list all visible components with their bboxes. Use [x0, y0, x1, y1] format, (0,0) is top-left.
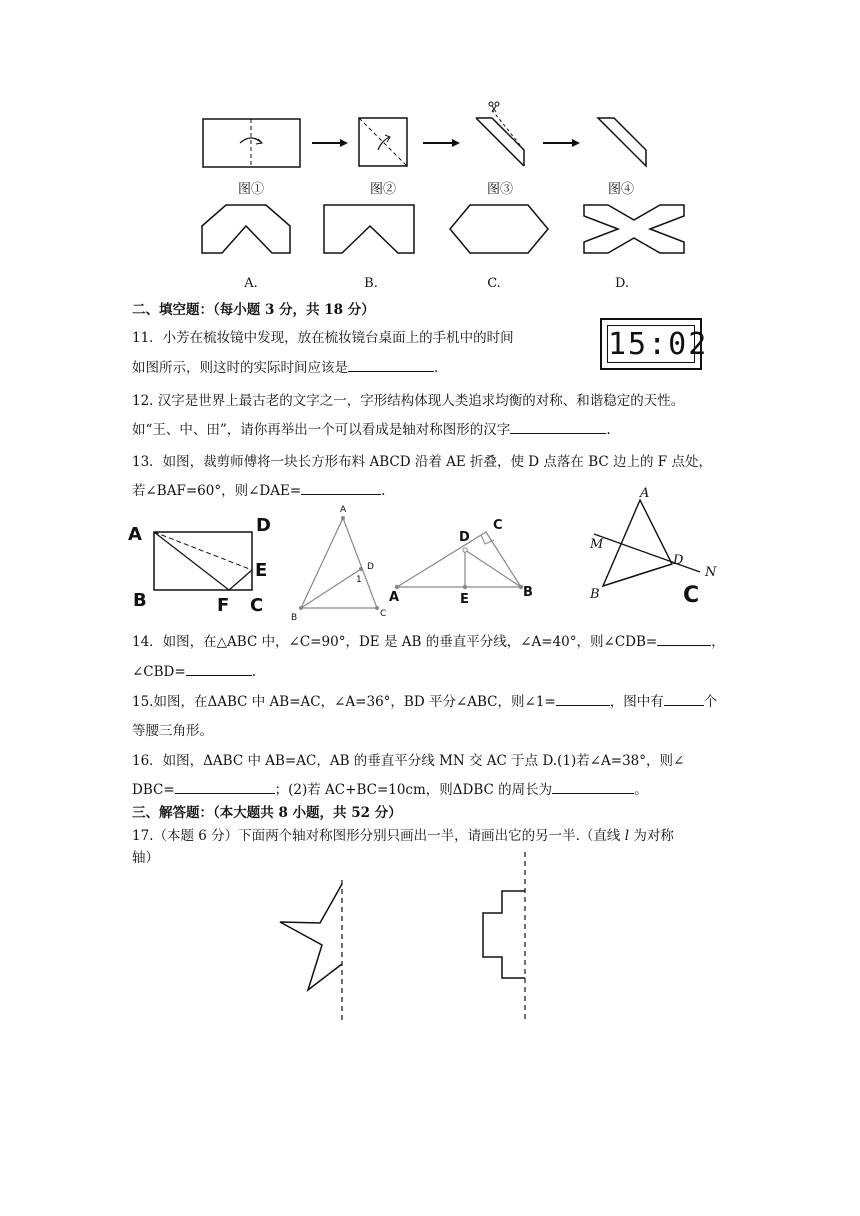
- clock-display: 15:02: [608, 327, 709, 362]
- section3-heading: 三、解答题：（本大题共 8 小题，共 52 分）: [132, 805, 402, 821]
- option-a-label: A.: [244, 276, 258, 291]
- q11-text: 如图所示，则这时的实际时间应该是: [132, 360, 348, 376]
- q13-line1: 13．如图，裁剪师傅将一块长方形布料 ABCD 沿着 AE 折叠，使 D 点落在 BC 边上的 F 点处，: [132, 454, 712, 470]
- q16-line1: 16．如图，ΔABC 中 AB=AC，AB 的垂直平分线 MN 交 AC 于点 D.(1)若∠A=38°，则∠: [132, 753, 685, 769]
- q17-text2: 为对称: [629, 828, 674, 844]
- q13-end: .: [381, 483, 386, 499]
- q11-end: ．: [434, 360, 448, 376]
- fig16-label-a: A: [640, 486, 650, 501]
- q12-end: .: [606, 422, 611, 438]
- fig14-label-a: A: [389, 590, 400, 605]
- q14-text1: 14．如图，在△ABC 中，∠C=90°，DE 是 AB 的垂直平分线，∠A=40°，则∠CDB=: [132, 634, 658, 650]
- caption-fig-3: 图③: [486, 182, 513, 197]
- fig14-label-c: C: [493, 518, 503, 533]
- option-d-label: D.: [614, 276, 630, 291]
- q13-text: 若∠BAF=60°，则∠DAE=: [132, 483, 302, 499]
- option-c-label: C.: [487, 276, 501, 291]
- fig14-label-b: B: [523, 585, 533, 600]
- fig16-label-m: M: [590, 537, 604, 552]
- axis-letter: l: [624, 828, 630, 844]
- fig16-label-c: C: [683, 583, 700, 608]
- fig14-label-d: D: [459, 530, 470, 545]
- q16-text1: DBC=: [132, 782, 175, 798]
- fig15-label-d: D: [367, 562, 374, 572]
- fig13-label-f: F: [217, 595, 230, 616]
- q15-text1: 15.如图，在ΔABC 中 AB=AC，∠A=36°，BD 平分∠ABC，则∠1=: [132, 694, 556, 710]
- caption-fig-4: 图④: [607, 182, 634, 197]
- q12-line1: 12. 汉字是世界上最古老的文字之一，字形结构体现人类追求均衡的对称、和谐稳定的天性。: [132, 393, 685, 409]
- caption-fig-2: 图②: [369, 182, 396, 197]
- fig15-label-b: B: [291, 613, 298, 623]
- q11-line1: 11．小芳在梳妆镜中发现，放在梳妆镜台桌面上的手机中的时间: [132, 330, 514, 346]
- q14-end1: ，: [711, 634, 725, 650]
- fig15-label-c: C: [380, 609, 387, 619]
- fig13-label-d: D: [256, 515, 271, 536]
- fig13-label-e: E: [255, 560, 268, 581]
- fig16-label-n: N: [705, 565, 717, 580]
- fig15-label-1: 1: [356, 575, 362, 585]
- fig15-label-a: A: [340, 505, 347, 515]
- caption-fig-1: 图①: [237, 182, 264, 197]
- q16-end: 。: [634, 782, 648, 798]
- option-b-label: B.: [364, 276, 378, 291]
- fig13-label-b: B: [133, 590, 147, 611]
- fig16-label-b: B: [590, 587, 600, 602]
- fig14-label-e: E: [460, 592, 469, 607]
- q12-text: 如“王、中、田”，请你再举出一个可以看成是轴对称图形的汉字: [132, 422, 511, 438]
- q17-line2: 轴）: [132, 850, 159, 866]
- q14-text2: ∠CBD=: [132, 664, 186, 680]
- fig16-label-d: D: [673, 553, 684, 568]
- q15-text2: ，图中有: [609, 694, 664, 710]
- q15-end: 个: [703, 694, 718, 710]
- fig13-label-a: A: [128, 524, 142, 545]
- q15-line2: 等腰三角形。: [132, 723, 213, 739]
- fig13-label-c: C: [250, 595, 264, 616]
- q14-end2: .: [251, 664, 256, 680]
- q16-text2: ；(2)若 AC+BC=10cm，则ΔDBC 的周长为: [274, 782, 553, 798]
- q17-text1: 17.（本题 6 分）下面两个轴对称图形分别只画出一半，请画出它的另一半.（直线: [132, 828, 625, 844]
- section2-heading: 二、填空题：（每小题 3 分，共 18 分）: [132, 302, 375, 318]
